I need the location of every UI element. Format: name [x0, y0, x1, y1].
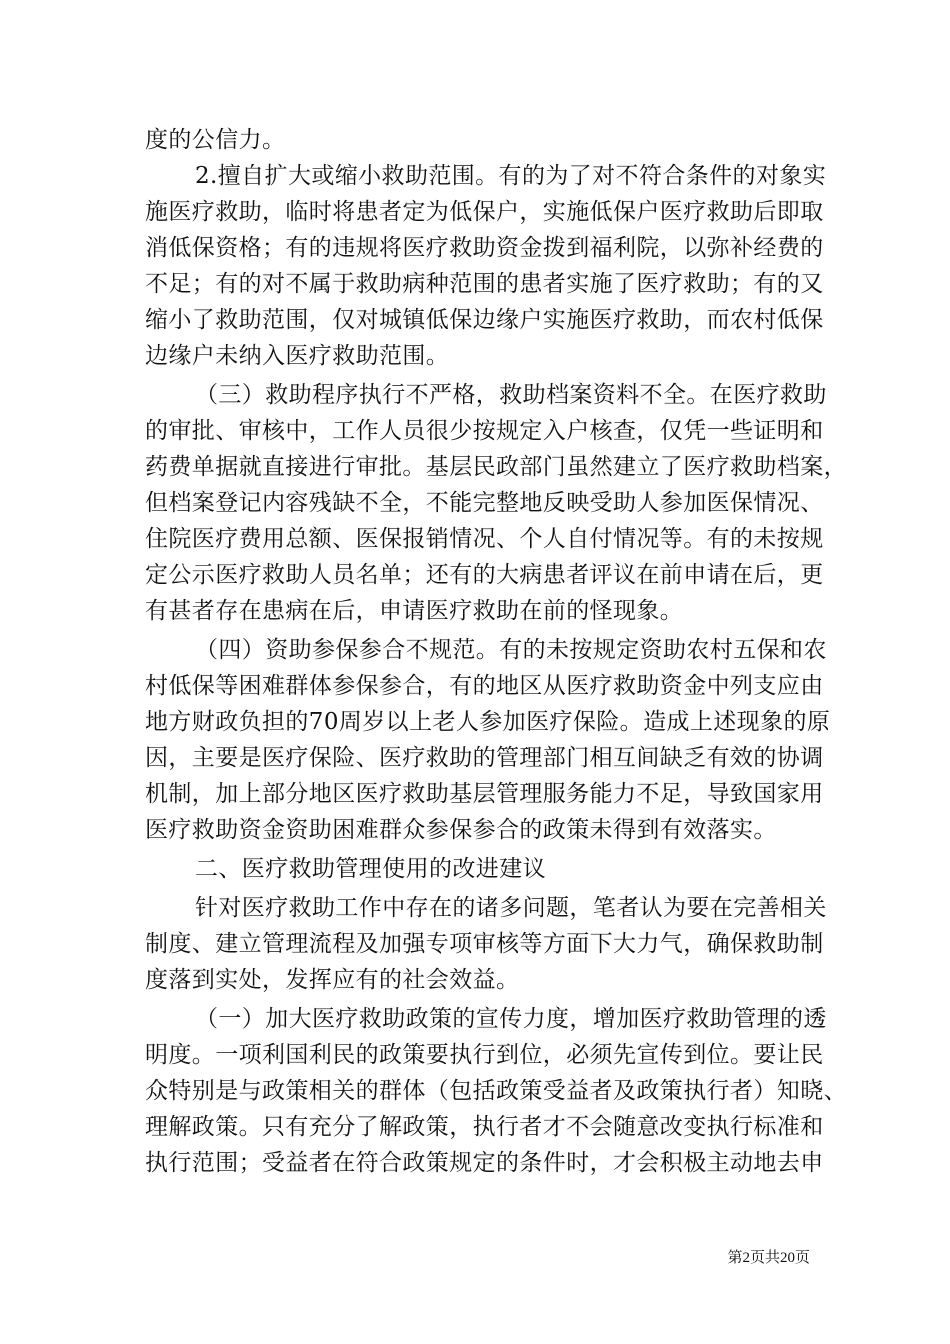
- text-line-9: 的审批、审核中，工作人员很少按规定入户核查，仅凭一些证明和: [145, 418, 824, 444]
- footer-total-pages: 20: [779, 1250, 795, 1266]
- text-line-5: 不足；有的对不属于救助病种范围的患者实施了医疗救助；有的又: [145, 271, 824, 297]
- text-line-25: （一）加大医疗救助政策的宣传力度，增加医疗救助管理的透: [195, 1006, 827, 1032]
- footer-prefix: 第: [727, 1248, 743, 1266]
- text-line-12: 住院医疗费用总额、医保报销情况、个人自付情况等。有的未按规: [145, 526, 824, 552]
- text-line-10: 药费单据就直接进行审批。基层民政部门虽然建立了医疗救助档案，: [145, 454, 847, 480]
- text-line-27: 众特别是与政策相关的群体（包括政策受益者及政策执行者）知晓、: [145, 1078, 847, 1104]
- text-line-11: 但档案登记内容残缺不全，不能完整地反映受助人参加医保情况、: [145, 490, 824, 516]
- text-line-2: 2.擅自扩大或缩小救助范围。有的为了对不符合条件的对象实: [195, 163, 827, 189]
- footer-suffix: 页: [794, 1248, 810, 1266]
- footer-middle: 页共: [749, 1248, 780, 1266]
- text-line-20: 医疗救助资金资助困难群众参保参合的政策未得到有效落实。: [145, 817, 777, 843]
- text-line-24: 度落到实处，发挥应有的社会效益。: [145, 967, 520, 993]
- text-line-1: 度的公信力。: [145, 127, 286, 153]
- footer-current-page: 2: [742, 1250, 750, 1266]
- text-line-16: 村低保等困难群体参保参合，有的地区从医疗救助资金中列支应由: [145, 673, 824, 699]
- text-line-6: 缩小了救助范围，仅对城镇低保边缘户实施医疗救助，而农村低保: [145, 307, 824, 333]
- text-line-17: 地方财政负担的70周岁以上老人参加医疗保险。造成上述现象的原: [145, 709, 831, 735]
- text-line-28: 理解政策。只有充分了解政策，执行者才不会随意改变执行标准和: [145, 1114, 824, 1140]
- text-line-18: 因，主要是医疗保险、医疗救助的管理部门相互间缺乏有效的协调: [145, 745, 824, 771]
- text-line-13: 定公示医疗救助人员名单；还有的大病患者评议在前申请在后，更: [145, 562, 824, 588]
- text-line-22: 针对医疗救助工作中存在的诸多问题，笔者认为要在完善相关: [195, 895, 827, 921]
- text-line-15: （四）资助参保参合不规范。有的未按规定资助农村五保和农: [195, 637, 827, 663]
- text-line-14: 有甚者存在患病在后，申请医疗救助在前的怪现象。: [145, 598, 684, 624]
- text-line-7: 边缘户未纳入医疗救助范围。: [145, 343, 450, 369]
- text-line-19: 机制，加上部分地区医疗救助基层管理服务能力不足，导致国家用: [145, 781, 824, 807]
- text-line-3: 施医疗救助，临时将患者定为低保户，实施低保户医疗救助后即取: [145, 199, 824, 225]
- text-line-8: （三）救助程序执行不严格，救助档案资料不全。在医疗救助: [195, 382, 827, 408]
- text-line-23: 制度、建立管理流程及加强专项审核等方面下大力气，确保救助制: [145, 931, 824, 957]
- section-heading: 二、医疗救助管理使用的改进建议: [195, 856, 546, 882]
- page-footer: [660, 1247, 810, 1268]
- text-line-4: 消低保资格；有的违规将医疗救助资金拨到福利院，以弥补经费的: [145, 235, 824, 261]
- text-line-29: 执行范围；受益者在符合政策规定的条件时，才会积极主动地去申: [145, 1150, 824, 1176]
- text-line-26: 明度。一项利国利民的政策要执行到位，必须先宣传到位。要让民: [145, 1042, 824, 1068]
